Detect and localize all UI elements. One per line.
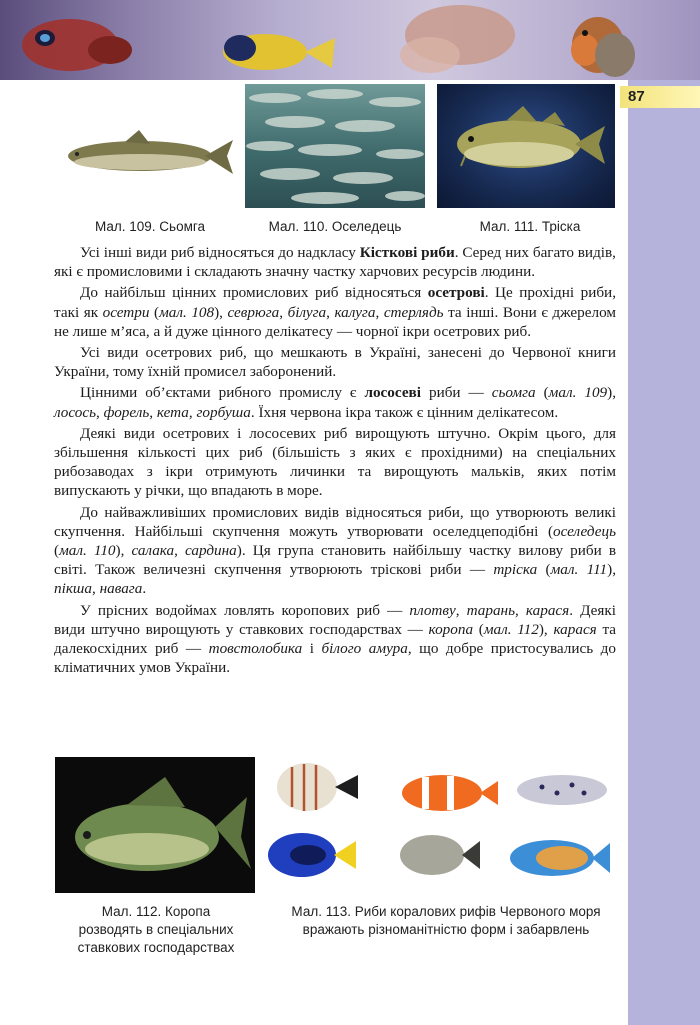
text-run: Деякі види осетрових і лососевих риб вирощують штучно. Окрім цього, для збільшення кількості цих риб (більшість з яких є прохідними) на спеціальних рибозаводах з ікри отримують личинки та вирощують мальків, яких потім випускають у річки, що впадають в море. — [54, 424, 616, 500]
italic-term: мал. 109 — [548, 384, 608, 402]
italic-term: білуга — [287, 303, 327, 321]
italic-term: салака — [131, 542, 175, 560]
text-run: , що добре пристосувались до кліматичних умов України. — [54, 640, 616, 677]
italic-term: тріска — [493, 561, 538, 579]
carp-illustration — [55, 757, 255, 893]
italic-term: пікша — [54, 580, 92, 598]
paragraph-1 — [54, 243, 616, 281]
text-run: ), — [607, 561, 616, 579]
text-run: , — [174, 542, 186, 560]
figure-111-cod-photo — [437, 84, 615, 208]
text-run: , — [279, 303, 288, 321]
text-run: ( — [537, 561, 551, 579]
italic-term: мал. 108 — [159, 303, 215, 321]
figure-113-caption: Мал. 113. Риби коралових рифів Червоного моря вражають різноманітністю форм і забарвлень — [291, 904, 601, 937]
text-run: ), — [607, 384, 616, 402]
paragraph-3 — [54, 343, 616, 381]
text-run: , — [91, 580, 100, 598]
text-run: та далекосхідних риб — — [54, 620, 617, 658]
cod-illustration — [437, 84, 615, 208]
text-run: і — [302, 640, 322, 658]
text-run: ), — [538, 620, 554, 638]
text-run: . Деякі види штучно вирощують у ставкових господарствах — — [54, 601, 617, 638]
italic-term: севрюга — [227, 303, 280, 321]
text-run: , — [96, 403, 104, 421]
text-run: , — [455, 601, 467, 619]
italic-term: осетри — [102, 303, 150, 321]
body-text — [54, 243, 616, 679]
italic-term: горбуша — [196, 403, 251, 421]
italic-term: мал. 112 — [483, 620, 539, 638]
italic-term: карася — [525, 601, 570, 619]
figure-111-caption: Мал. 111. Тріска — [479, 219, 581, 234]
page-side-strip — [628, 80, 700, 1025]
italic-term: мал. 111 — [550, 561, 608, 579]
italic-term: коропа — [428, 620, 474, 638]
text-run: . Серед них багато видів, які є промисловими і складають значну частку харчових ресурсів людини. — [54, 244, 616, 281]
header-banner — [0, 0, 700, 80]
figure-112-caption: Мал. 112. Коропа розводять в спеціальних ставкових господарствах — [77, 904, 235, 955]
text-run: ), — [214, 303, 228, 321]
text-run: ( — [535, 384, 549, 402]
italic-term: сардина — [185, 542, 237, 560]
italic-term: тарань — [466, 601, 516, 619]
text-run: ( — [54, 542, 60, 560]
text-run: , — [515, 601, 526, 619]
figure-109-salmon-photo — [55, 118, 235, 188]
text-run: ( — [473, 620, 484, 638]
text-run: У прісних водоймах ловлять коропових риб — — [80, 601, 410, 619]
figure-113-reef-fish-photo — [262, 755, 622, 895]
figure-110-caption: Мал. 110. Оселедець — [268, 219, 402, 234]
text-run: , — [326, 303, 335, 321]
italic-term: стерлядь — [383, 303, 444, 321]
text-run: Усі інші види риб відносяться до надкласу — [80, 244, 360, 261]
paragraph-4 — [54, 383, 616, 421]
text-run: Цінними об’єктами рибного промислу є — [80, 384, 365, 402]
text-run: ), — [115, 542, 132, 560]
banner-illustration — [0, 0, 700, 80]
reef-fish-illustration — [262, 755, 622, 895]
text-run: . — [142, 580, 147, 598]
italic-term: білого амура — [321, 640, 408, 658]
italic-term: мал. 110 — [59, 542, 116, 560]
italic-term: форель — [103, 403, 150, 421]
text-run: та інші. Вони є джерелом не лише м’яса, а й дуже цінного делікатесу — чорної ікри осетрових риб. — [54, 303, 616, 340]
bold-term: Кісткові риби — [359, 244, 455, 261]
salmon-illustration — [55, 118, 235, 188]
text-run: , — [149, 403, 157, 421]
text-run: . Їхня червона ікра також є цінним делікатесом. — [250, 403, 559, 421]
italic-term: калуга — [334, 303, 376, 321]
text-run: , — [375, 303, 384, 321]
italic-term: карася — [553, 620, 597, 638]
text-run: Усі види осетрових риб, що мешкають в Україні, занесені до Червоної книги України, тому їхній промисел заборонений. — [54, 344, 616, 381]
paragraph-2 — [54, 283, 616, 341]
text-run: До найбільш цінних промислових риб відносяться — [80, 284, 428, 302]
italic-term: навага — [99, 580, 143, 598]
herring-school-illustration — [245, 84, 425, 208]
figure-110-herring-photo — [245, 84, 425, 208]
italic-term: лосось — [54, 403, 97, 421]
bold-term: лососеві — [364, 384, 421, 402]
italic-term: оселедець — [553, 522, 616, 540]
text-run: риби — — [420, 384, 492, 402]
paragraph-7 — [54, 601, 616, 678]
paragraph-6 — [54, 503, 616, 599]
italic-term: плотву — [409, 601, 456, 619]
text-run: ( — [149, 303, 160, 321]
paragraph-5 — [54, 424, 616, 501]
text-run: ). Ця група становить найбільшу частку вилову риби в світі. Також величезні скупчення утворюють тріскові риби — — [54, 542, 617, 579]
italic-term: кета — [156, 403, 189, 421]
italic-term: сьомга — [491, 384, 536, 402]
page-number: 87 — [620, 86, 700, 108]
text-run: До найважливіших промислових видів відносяться риби, що утворюють великі скупчення. Найбільші скупчення можуть утворювати оселедцеподібні ( — [54, 503, 616, 540]
italic-term: товстолобика — [208, 640, 303, 658]
figure-109-caption: Мал. 109. Сьомга — [94, 219, 206, 234]
bold-term: осетрові — [427, 284, 485, 302]
figure-112-carp-photo — [55, 757, 255, 893]
text-run: , — [188, 403, 197, 421]
text-run: . Це прохідні риби, такі як — [54, 284, 616, 321]
